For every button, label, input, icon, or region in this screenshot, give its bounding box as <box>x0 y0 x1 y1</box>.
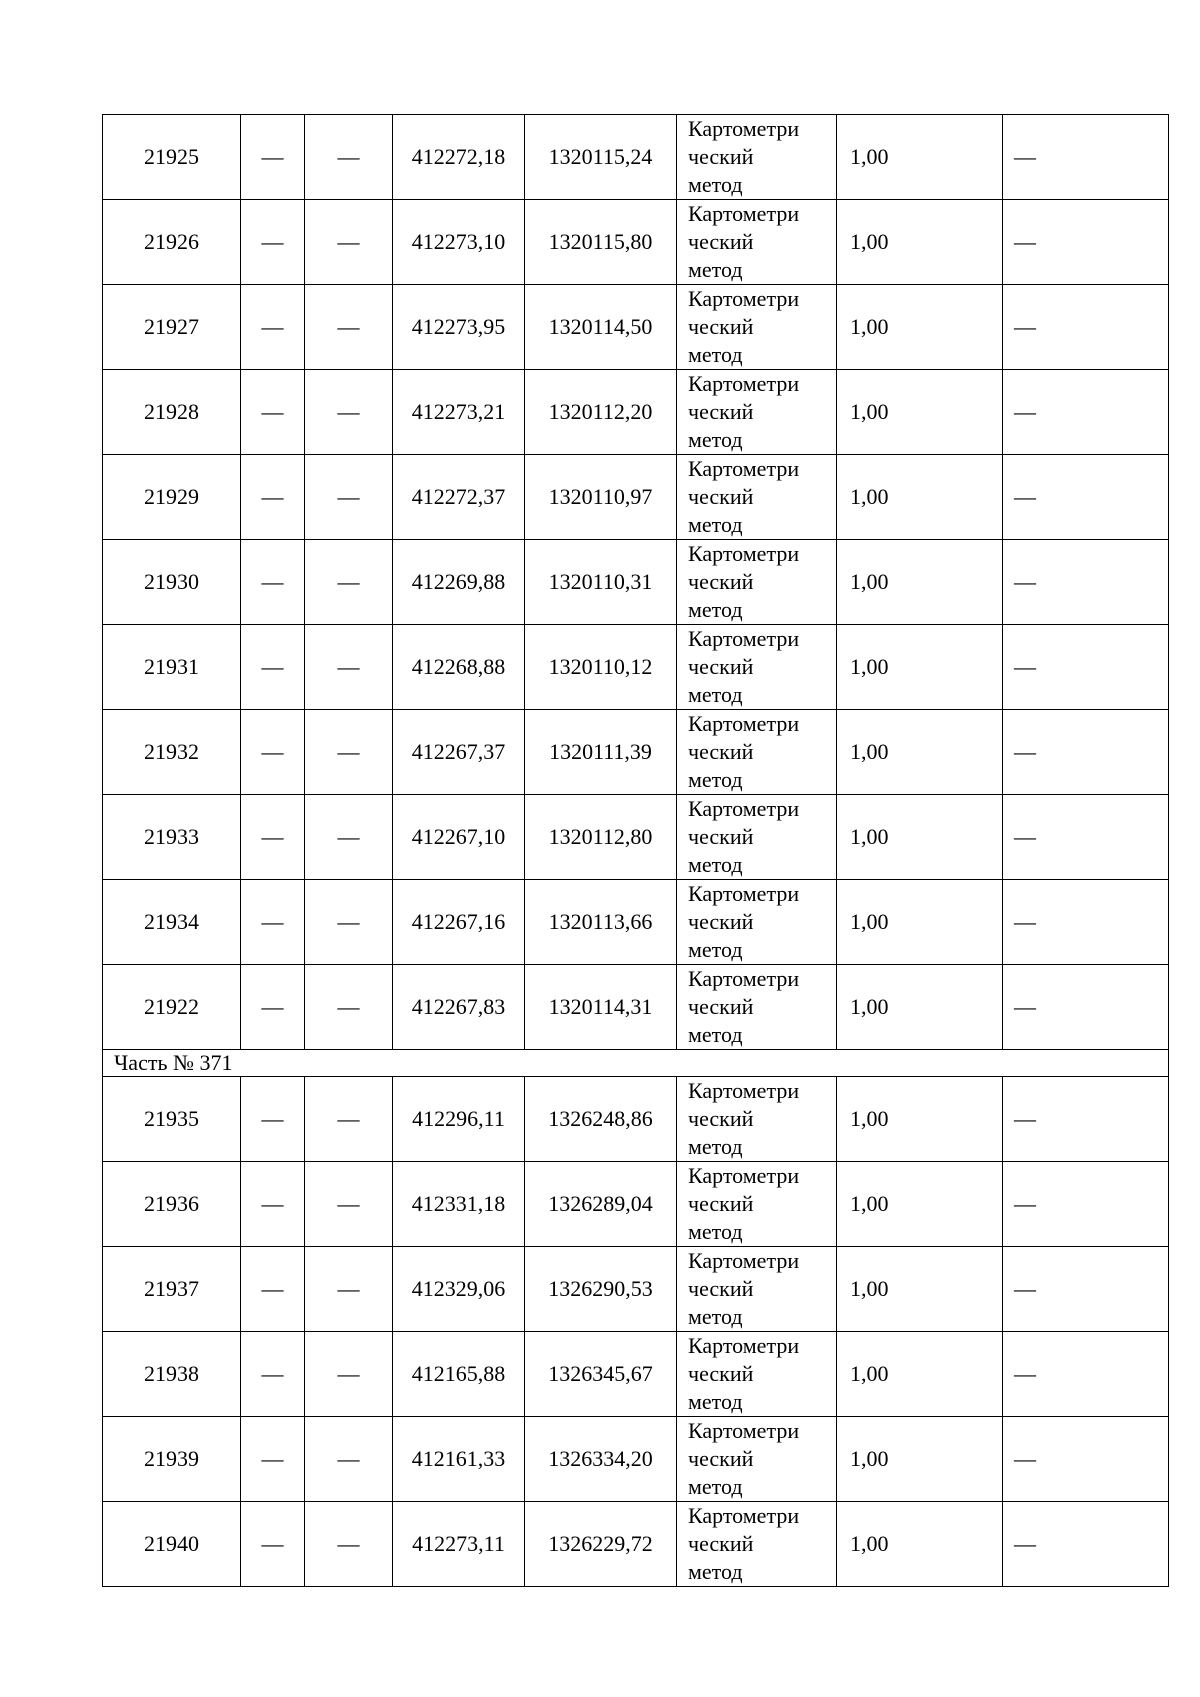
empty-value-3: — <box>1003 1332 1169 1417</box>
method-cell <box>677 710 837 795</box>
coordinate-x: 412272,37 <box>393 455 525 540</box>
method-line-1: Картометри <box>688 1503 800 1528</box>
point-number: 21926 <box>103 200 241 285</box>
empty-value-2: — <box>305 115 393 200</box>
empty-value-3: — <box>1003 370 1169 455</box>
method-line-1: Картометри <box>688 796 800 821</box>
empty-value-1: — <box>241 880 305 965</box>
method-line-1: Картометри <box>688 456 800 481</box>
empty-value-1: — <box>241 285 305 370</box>
accuracy-value: 1,00 <box>837 285 1003 370</box>
empty-value-1: — <box>241 115 305 200</box>
method-line-3: метод <box>688 172 743 197</box>
empty-value-1: — <box>241 795 305 880</box>
method-line-3: метод <box>688 427 743 452</box>
method-line-3: метод <box>688 682 743 707</box>
method-line-1: Картометри <box>688 541 800 566</box>
empty-value-1: — <box>241 540 305 625</box>
empty-value-2: — <box>305 285 393 370</box>
accuracy-value: 1,00 <box>837 710 1003 795</box>
accuracy-value: 1,00 <box>837 370 1003 455</box>
method-line-3: метод <box>688 512 743 537</box>
empty-value-2: — <box>305 1162 393 1247</box>
empty-value-2: — <box>305 1332 393 1417</box>
method-cell <box>677 1332 837 1417</box>
method-line-2: ческий <box>688 1531 754 1556</box>
empty-value-1: — <box>241 1332 305 1417</box>
coordinate-x: 412331,18 <box>393 1162 525 1247</box>
method-cell <box>677 1162 837 1247</box>
method-cell <box>677 540 837 625</box>
empty-value-2: — <box>305 710 393 795</box>
empty-value-3: — <box>1003 1162 1169 1247</box>
coordinate-y: 1326290,53 <box>525 1247 677 1332</box>
coordinate-x: 412269,88 <box>393 540 525 625</box>
point-number: 21925 <box>103 115 241 200</box>
empty-value-3: — <box>1003 710 1169 795</box>
coordinate-x: 412273,21 <box>393 370 525 455</box>
coordinate-x: 412329,06 <box>393 1247 525 1332</box>
empty-value-3: — <box>1003 115 1169 200</box>
empty-value-3: — <box>1003 285 1169 370</box>
empty-value-3: — <box>1003 1077 1169 1162</box>
coordinate-y: 1320113,66 <box>525 880 677 965</box>
table-row <box>103 1502 1169 1587</box>
empty-value-1: — <box>241 1502 305 1587</box>
coordinates-table-body <box>103 115 1169 1587</box>
accuracy-value: 1,00 <box>837 1162 1003 1247</box>
table-row <box>103 200 1169 285</box>
method-line-3: метод <box>688 1559 743 1584</box>
empty-value-1: — <box>241 1077 305 1162</box>
method-line-1: Картометри <box>688 1248 800 1273</box>
coordinate-x: 412267,16 <box>393 880 525 965</box>
accuracy-value: 1,00 <box>837 455 1003 540</box>
point-number: 21932 <box>103 710 241 795</box>
empty-value-2: — <box>305 540 393 625</box>
method-line-3: метод <box>688 1474 743 1499</box>
point-number: 21937 <box>103 1247 241 1332</box>
method-cell <box>677 1502 837 1587</box>
table-row <box>103 1247 1169 1332</box>
empty-value-3: — <box>1003 455 1169 540</box>
empty-value-2: — <box>305 965 393 1050</box>
method-line-1: Картометри <box>688 116 800 141</box>
coordinate-y: 1320111,39 <box>525 710 677 795</box>
method-line-1: Картометри <box>688 966 800 991</box>
empty-value-1: — <box>241 710 305 795</box>
empty-value-2: — <box>305 1417 393 1502</box>
table-row <box>103 455 1169 540</box>
method-line-2: ческий <box>688 739 754 764</box>
coordinate-y: 1320110,12 <box>525 625 677 710</box>
method-line-3: метод <box>688 342 743 367</box>
method-line-1: Картометри <box>688 286 800 311</box>
empty-value-3: — <box>1003 880 1169 965</box>
method-line-2: ческий <box>688 229 754 254</box>
coordinate-y: 1326248,86 <box>525 1077 677 1162</box>
method-line-3: метод <box>688 1304 743 1329</box>
point-number: 21929 <box>103 455 241 540</box>
empty-value-3: — <box>1003 1247 1169 1332</box>
table-row <box>103 285 1169 370</box>
method-line-3: метод <box>688 257 743 282</box>
method-line-2: ческий <box>688 1446 754 1471</box>
empty-value-2: — <box>305 200 393 285</box>
table-row <box>103 880 1169 965</box>
accuracy-value: 1,00 <box>837 795 1003 880</box>
coordinate-x: 412267,37 <box>393 710 525 795</box>
empty-value-1: — <box>241 1417 305 1502</box>
method-line-1: Картометри <box>688 626 800 651</box>
point-number: 21927 <box>103 285 241 370</box>
point-number: 21931 <box>103 625 241 710</box>
coordinate-y: 1320110,97 <box>525 455 677 540</box>
empty-value-2: — <box>305 1502 393 1587</box>
table-row <box>103 965 1169 1050</box>
empty-value-3: — <box>1003 1417 1169 1502</box>
method-line-2: ческий <box>688 399 754 424</box>
method-line-2: ческий <box>688 484 754 509</box>
method-cell <box>677 795 837 880</box>
table-row <box>103 370 1169 455</box>
table-row <box>103 1162 1169 1247</box>
point-number: 21939 <box>103 1417 241 1502</box>
table-row <box>103 115 1169 200</box>
coordinate-y: 1320110,31 <box>525 540 677 625</box>
method-line-2: ческий <box>688 909 754 934</box>
table-row <box>103 795 1169 880</box>
method-line-1: Картометри <box>688 201 800 226</box>
method-cell <box>677 115 837 200</box>
empty-value-2: — <box>305 1247 393 1332</box>
accuracy-value: 1,00 <box>837 115 1003 200</box>
accuracy-value: 1,00 <box>837 1417 1003 1502</box>
method-cell <box>677 200 837 285</box>
coordinate-x: 412267,83 <box>393 965 525 1050</box>
point-number: 21922 <box>103 965 241 1050</box>
method-line-2: ческий <box>688 1191 754 1216</box>
coordinates-document <box>102 114 1168 1587</box>
method-cell <box>677 1077 837 1162</box>
empty-value-3: — <box>1003 1502 1169 1587</box>
point-number: 21930 <box>103 540 241 625</box>
coordinate-x: 412161,33 <box>393 1417 525 1502</box>
accuracy-value: 1,00 <box>837 1502 1003 1587</box>
point-number: 21934 <box>103 880 241 965</box>
method-cell <box>677 625 837 710</box>
table-row <box>103 1417 1169 1502</box>
accuracy-value: 1,00 <box>837 1077 1003 1162</box>
empty-value-2: — <box>305 455 393 540</box>
method-line-3: метод <box>688 937 743 962</box>
method-line-1: Картометри <box>688 881 800 906</box>
empty-value-2: — <box>305 625 393 710</box>
empty-value-2: — <box>305 880 393 965</box>
empty-value-3: — <box>1003 965 1169 1050</box>
accuracy-value: 1,00 <box>837 880 1003 965</box>
method-line-1: Картометри <box>688 371 800 396</box>
coordinate-y: 1320114,50 <box>525 285 677 370</box>
empty-value-3: — <box>1003 625 1169 710</box>
accuracy-value: 1,00 <box>837 965 1003 1050</box>
coordinate-x: 412273,10 <box>393 200 525 285</box>
empty-value-2: — <box>305 370 393 455</box>
empty-value-3: — <box>1003 200 1169 285</box>
accuracy-value: 1,00 <box>837 1247 1003 1332</box>
coordinate-y: 1320115,24 <box>525 115 677 200</box>
empty-value-1: — <box>241 1162 305 1247</box>
coordinate-x: 412165,88 <box>393 1332 525 1417</box>
accuracy-value: 1,00 <box>837 200 1003 285</box>
method-line-1: Картометри <box>688 1163 800 1188</box>
method-line-2: ческий <box>688 1276 754 1301</box>
method-cell <box>677 1247 837 1332</box>
coordinate-x: 412272,18 <box>393 115 525 200</box>
method-cell <box>677 285 837 370</box>
coordinate-x: 412273,11 <box>393 1502 525 1587</box>
coordinate-x: 412268,88 <box>393 625 525 710</box>
table-row <box>103 710 1169 795</box>
point-number: 21940 <box>103 1502 241 1587</box>
method-cell <box>677 965 837 1050</box>
point-number: 21936 <box>103 1162 241 1247</box>
accuracy-value: 1,00 <box>837 1332 1003 1417</box>
part-header-row <box>103 1050 1169 1077</box>
coordinate-x: 412273,95 <box>393 285 525 370</box>
empty-value-1: — <box>241 625 305 710</box>
empty-value-1: — <box>241 965 305 1050</box>
method-line-3: метод <box>688 597 743 622</box>
coordinate-y: 1320115,80 <box>525 200 677 285</box>
table-row <box>103 1332 1169 1417</box>
coordinates-table <box>102 114 1169 1587</box>
method-cell <box>677 1417 837 1502</box>
point-number: 21933 <box>103 795 241 880</box>
method-line-3: метод <box>688 852 743 877</box>
method-line-3: метод <box>688 1389 743 1414</box>
method-line-3: метод <box>688 1134 743 1159</box>
method-line-2: ческий <box>688 1106 754 1131</box>
method-line-1: Картометри <box>688 711 800 736</box>
empty-value-3: — <box>1003 795 1169 880</box>
point-number: 21928 <box>103 370 241 455</box>
part-title: Часть № 371 <box>103 1050 1169 1077</box>
coordinate-y: 1326334,20 <box>525 1417 677 1502</box>
coordinate-y: 1326345,67 <box>525 1332 677 1417</box>
table-row <box>103 625 1169 710</box>
point-number: 21938 <box>103 1332 241 1417</box>
table-row <box>103 1077 1169 1162</box>
coordinate-x: 412267,10 <box>393 795 525 880</box>
coordinate-y: 1320112,20 <box>525 370 677 455</box>
empty-value-1: — <box>241 455 305 540</box>
accuracy-value: 1,00 <box>837 540 1003 625</box>
method-line-2: ческий <box>688 654 754 679</box>
coordinate-y: 1326229,72 <box>525 1502 677 1587</box>
method-line-3: метод <box>688 1219 743 1244</box>
method-cell <box>677 455 837 540</box>
method-line-2: ческий <box>688 824 754 849</box>
method-line-2: ческий <box>688 994 754 1019</box>
empty-value-1: — <box>241 370 305 455</box>
empty-value-1: — <box>241 1247 305 1332</box>
empty-value-2: — <box>305 1077 393 1162</box>
coordinate-x: 412296,11 <box>393 1077 525 1162</box>
method-line-2: ческий <box>688 314 754 339</box>
empty-value-3: — <box>1003 540 1169 625</box>
coordinate-y: 1320114,31 <box>525 965 677 1050</box>
method-line-2: ческий <box>688 1361 754 1386</box>
method-line-1: Картометри <box>688 1333 800 1358</box>
accuracy-value: 1,00 <box>837 625 1003 710</box>
method-line-2: ческий <box>688 144 754 169</box>
table-row <box>103 540 1169 625</box>
empty-value-1: — <box>241 200 305 285</box>
method-cell <box>677 370 837 455</box>
method-line-1: Картометри <box>688 1418 800 1443</box>
coordinate-y: 1326289,04 <box>525 1162 677 1247</box>
coordinate-y: 1320112,80 <box>525 795 677 880</box>
method-line-3: метод <box>688 767 743 792</box>
point-number: 21935 <box>103 1077 241 1162</box>
empty-value-2: — <box>305 795 393 880</box>
method-line-3: метод <box>688 1022 743 1047</box>
method-line-2: ческий <box>688 569 754 594</box>
method-line-1: Картометри <box>688 1078 800 1103</box>
method-cell <box>677 880 837 965</box>
